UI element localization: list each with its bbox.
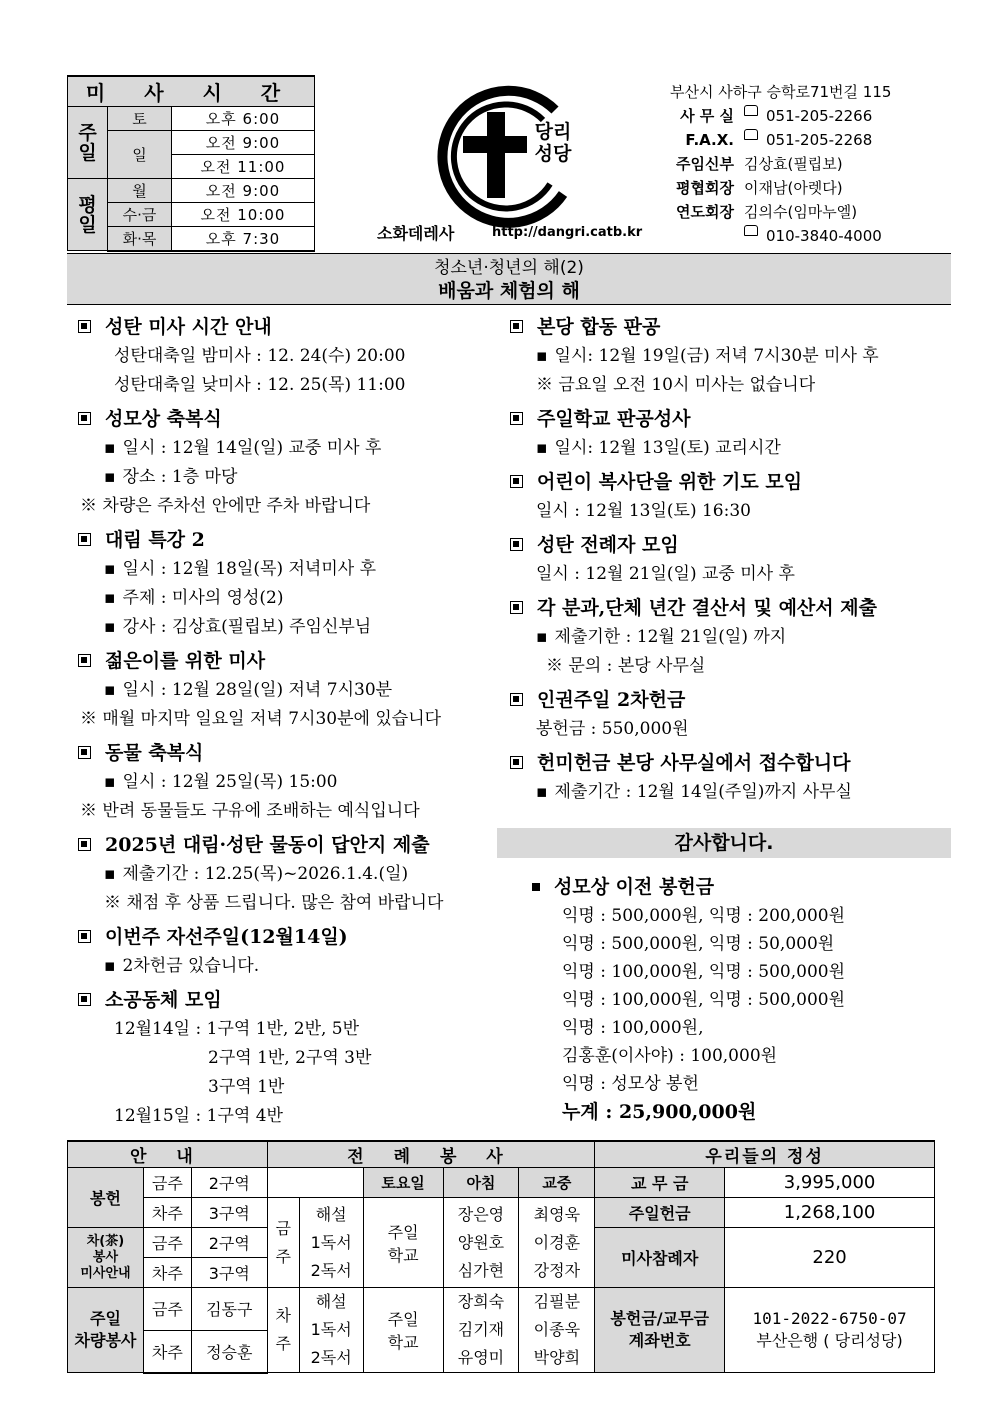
mass-title: 미 사 시 간 (68, 76, 315, 107)
notice-line: ▪ 주제 : 미사의 영성(2) (78, 584, 498, 613)
checkbox-square-icon (510, 756, 523, 769)
address-block (670, 80, 940, 248)
donation-line: 익명 : 100,000원, 익명 : 500,000원 (562, 990, 846, 1010)
notice-line: 봉헌금 : 550,000원 (536, 719, 689, 739)
checkbox-square-icon (510, 475, 523, 488)
attendance-label: 미사참례자 (595, 1228, 725, 1288)
mass-time: 오후 6:00 (172, 107, 315, 131)
phone-icon (744, 129, 758, 140)
notice-title: 소공동체 모임 (105, 989, 222, 1011)
notice-line: ※ 문의 : 본당 사무실 (546, 656, 706, 676)
bongheon-this: 2구역 (191, 1168, 267, 1198)
notice-line: 12월15일 : 1구역 4반 (114, 1106, 283, 1126)
car-label: 주일 차량봉사 (68, 1288, 144, 1373)
donation-line: 익명 : 100,000원, (562, 1018, 704, 1038)
mass-time: 오후 7:30 (172, 227, 315, 251)
notice-line: ※ 차량은 주차선 안에만 주차 바랍니다 (80, 496, 371, 516)
notice-section (78, 830, 498, 918)
mass-day: 화·목 (108, 227, 172, 251)
account-info (725, 1288, 935, 1373)
notice-title: 성모상 축복식 (105, 408, 222, 430)
attendance-value: 220 (725, 1228, 935, 1288)
checkbox-square-icon (510, 320, 523, 333)
notice-title: 주일학교 판공성사 (537, 408, 691, 430)
notice-line: ▪ 일시 : 12월 28일(일) 저녁 7시30분 (78, 676, 498, 705)
mass-day: 토 (108, 107, 172, 131)
checkbox-square-icon (510, 538, 523, 551)
guide-title: 안 내 (68, 1141, 268, 1168)
donation-line: 익명 : 500,000원, 익명 : 200,000원 (562, 906, 846, 926)
this-week: 금주 (143, 1288, 191, 1331)
notice-line: 일시 : 12월 13일(토) 16:30 (536, 501, 751, 521)
notice-section (78, 646, 498, 734)
ledo-phone: 010-3840-4000 (766, 227, 882, 245)
thanks-section (532, 872, 952, 1126)
school-label: 주일 학교 (363, 1288, 443, 1373)
notice-section (510, 685, 950, 744)
fax-label: F.A.X. (685, 131, 734, 149)
notice-section (78, 738, 498, 826)
mass-day: 일 (108, 131, 172, 179)
cha-next: 3구역 (191, 1258, 267, 1288)
next-week-label: 차 주 (267, 1288, 299, 1373)
gyomu-label: 교 무 금 (595, 1168, 725, 1198)
ledo-label: 연도회장 (676, 203, 734, 221)
car-next: 정승훈 (191, 1330, 267, 1373)
mass-time: 오전 11:00 (172, 155, 315, 179)
checkbox-square-icon (510, 693, 523, 706)
notice-line: ※ 매월 마지막 일요일 저녁 7시30분에 있습니다 (80, 709, 442, 729)
notice-line: ▪ 2차헌금 있습니다. (78, 952, 498, 981)
next-week: 차주 (143, 1258, 191, 1288)
checkbox-square-icon (78, 993, 91, 1006)
mass-day: 월 (108, 179, 172, 203)
notice-line: ▪ 제출기한 : 12월 21일(일) 까지 (510, 623, 950, 652)
ledo-name: 김의수(임마누엘) (744, 203, 858, 221)
notices-left (78, 312, 498, 1135)
checkbox-square-icon (78, 412, 91, 425)
bongheon-label: 봉헌 (68, 1168, 144, 1228)
roles-label: 해설 1독서 2독서 (299, 1288, 363, 1373)
notice-line: ▪ 일시 : 12월 14일(일) 교중 미사 후 (78, 434, 498, 463)
checkbox-square-icon (78, 838, 91, 851)
sunday-offering-value: 1,268,100 (725, 1198, 935, 1228)
pastor-name: 김상효(필립보) (744, 155, 843, 173)
next-week: 차주 (143, 1330, 191, 1373)
notice-title: 인권주일 2차헌금 (537, 689, 686, 711)
notice-section (78, 312, 498, 400)
notice-title: 2025년 대림·성탄 물동이 답안지 제출 (105, 834, 430, 856)
car-this: 김동구 (191, 1288, 267, 1331)
checkbox-square-icon (78, 320, 91, 333)
mass-time-table (67, 75, 315, 252)
notice-title: 각 분과,단체 년간 결산서 및 예산서 제출 (537, 597, 877, 619)
notice-line: ▪ 일시: 12월 19일(금) 저녁 7시30분 미사 후 (510, 342, 950, 371)
morning-next: 장희숙 김기재 유영미 (443, 1288, 519, 1373)
notice-line: ※ 금요일 오전 10시 미사는 없습니다 (536, 375, 816, 395)
liturgy-title: 전 례 봉 사 (267, 1141, 595, 1168)
checkbox-square-icon (78, 654, 91, 667)
notice-line: ▪ 제출기간 : 12월 14일(주일)까지 사무실 (510, 778, 950, 807)
this-week: 금주 (143, 1168, 191, 1198)
notice-line: 12월14일 : 1구역 1반, 2반, 5반 (114, 1019, 360, 1039)
notice-section (510, 312, 950, 400)
notice-line: ※ 채점 후 상품 드립니다. 많은 참여 바랍니다 (104, 893, 444, 913)
pastor-label: 주임신부 (676, 155, 734, 173)
cha-this: 2구역 (191, 1228, 267, 1258)
notice-line: ▪ 강사 : 김상효(필립보) 주임신부님 (78, 613, 498, 642)
mass-time: 오전 9:00 (172, 131, 315, 155)
parish-url[interactable]: http://dangri.catb.kr (492, 225, 643, 240)
cha-label: 차(茶) 봉사 미사안내 (68, 1228, 144, 1288)
theme-banner (67, 253, 951, 305)
main-this: 최영욱 이경훈 강정자 (519, 1198, 595, 1288)
morning-this: 장은영 양원호 심가현 (443, 1198, 519, 1288)
fax-number: 051-205-2268 (766, 131, 873, 149)
checkbox-square-icon (78, 930, 91, 943)
account-number: 101-2022-6750-07 (752, 1309, 907, 1328)
saturday-header: 토요일 (363, 1168, 443, 1198)
street-address: 부산시 사하구 승학로71번길 115 (670, 83, 892, 101)
weekday-label: 평 일 (68, 179, 108, 251)
account-bank: 부산은행 ( 당리성당) (756, 1331, 903, 1350)
notice-line: ▪ 일시: 12월 13일(토) 교리시간 (510, 434, 950, 463)
office-label: 사 무 실 (680, 107, 734, 125)
council-name: 이재남(아렛다) (744, 179, 843, 197)
logo-name-2: 성당 (534, 143, 572, 165)
council-label: 평협회장 (676, 179, 734, 197)
next-week: 차주 (143, 1198, 191, 1228)
notice-title: 대림 특강 2 (105, 529, 205, 551)
donation-line: 김홍훈(이사야) : 100,000원 (562, 1046, 778, 1066)
notice-line: 성탄대축일 밤미사 : 12. 24(수) 20:00 (114, 346, 406, 366)
roles-label: 해설 1독서 2독서 (299, 1198, 363, 1288)
notice-line: ※ 반려 동물들도 구유에 조배하는 예식입니다 (80, 801, 420, 821)
notice-line: 3구역 1반 (208, 1077, 285, 1097)
notices-right (510, 312, 950, 811)
notice-section (78, 525, 498, 642)
gyomu-value: 3,995,000 (725, 1168, 935, 1198)
bullet-square-icon (532, 883, 540, 891)
this-week-label: 금 주 (267, 1198, 299, 1288)
main-next: 김필분 이종욱 박양희 (519, 1288, 595, 1373)
notice-title: 성탄 미사 시간 안내 (105, 316, 272, 338)
notice-title: 본당 합동 판공 (537, 316, 661, 338)
office-phone: 051-205-2266 (766, 107, 873, 125)
notice-section (510, 593, 950, 681)
parish-logo (435, 82, 585, 232)
notice-line: ▪ 제출기간 : 12.25(목)~2026.1.4.(일) (78, 860, 498, 889)
donation-line: 익명 : 성모상 봉헌 (562, 1074, 699, 1094)
parish-patron: 소화데레사 (377, 224, 455, 243)
this-week: 금주 (143, 1228, 191, 1258)
notice-line: 성탄대축일 낮미사 : 12. 25(목) 11:00 (114, 375, 406, 395)
account-label: 봉헌금/교무금 계좌번호 (595, 1288, 725, 1373)
theme-line-1: 청소년·청년의 해(2) (434, 258, 584, 278)
donation-line: 익명 : 500,000원, 익명 : 50,000원 (562, 934, 835, 954)
sunday-label: 주 일 (68, 107, 108, 179)
mass-time: 오전 10:00 (172, 203, 315, 227)
notice-line: 2구역 1반, 2구역 3반 (208, 1048, 372, 1068)
morning-header: 아침 (443, 1168, 519, 1198)
bongheon-next: 3구역 (191, 1198, 267, 1228)
notice-line: 일시 : 12월 21일(일) 교중 미사 후 (536, 564, 795, 584)
phone-icon (744, 105, 758, 116)
donation-line: 익명 : 100,000원, 익명 : 500,000원 (562, 962, 846, 982)
notice-title: 헌미헌금 본당 사무실에서 접수합니다 (537, 752, 851, 774)
offering-title: 우리들의 정성 (595, 1141, 935, 1168)
theme-line-2: 배움과 체험의 해 (438, 280, 580, 302)
thanks-total: 누계 : 25,900,000원 (562, 1101, 757, 1123)
notice-section (78, 985, 498, 1131)
notice-section (510, 404, 950, 463)
notice-section (78, 404, 498, 521)
mass-day: 수·금 (108, 203, 172, 227)
thanks-title: 성모상 이전 봉헌금 (554, 876, 715, 898)
notice-line: ▪ 일시 : 12월 25일(목) 15:00 (78, 768, 498, 797)
logo-name-1: 당리 (534, 121, 572, 143)
thanks-bar: 감사합니다. (497, 828, 951, 858)
notice-line: ▪ 장소 : 1층 마당 (78, 463, 498, 492)
notice-title: 젊은이를 위한 미사 (105, 650, 266, 672)
notice-section (510, 467, 950, 526)
notice-section (510, 748, 950, 807)
checkbox-square-icon (510, 412, 523, 425)
checkbox-square-icon (510, 601, 523, 614)
service-table (67, 1140, 935, 1374)
notice-section (78, 922, 498, 981)
phone-icon (744, 225, 758, 236)
notice-section (510, 530, 950, 589)
main-header: 교중 (519, 1168, 595, 1198)
notice-title: 이번주 자선주일(12월14일) (105, 926, 348, 948)
sunday-offering-label: 주일헌금 (595, 1198, 725, 1228)
notice-title: 성탄 전례자 모임 (537, 534, 679, 556)
checkbox-square-icon (78, 746, 91, 759)
school-label: 주일 학교 (363, 1198, 443, 1288)
notice-title: 동물 축복식 (105, 742, 204, 764)
notice-title: 어린이 복사단을 위한 기도 모임 (537, 471, 803, 493)
mass-time: 오전 9:00 (172, 179, 315, 203)
notice-line: ▪ 일시 : 12월 18일(목) 저녁미사 후 (78, 555, 498, 584)
checkbox-square-icon (78, 533, 91, 546)
